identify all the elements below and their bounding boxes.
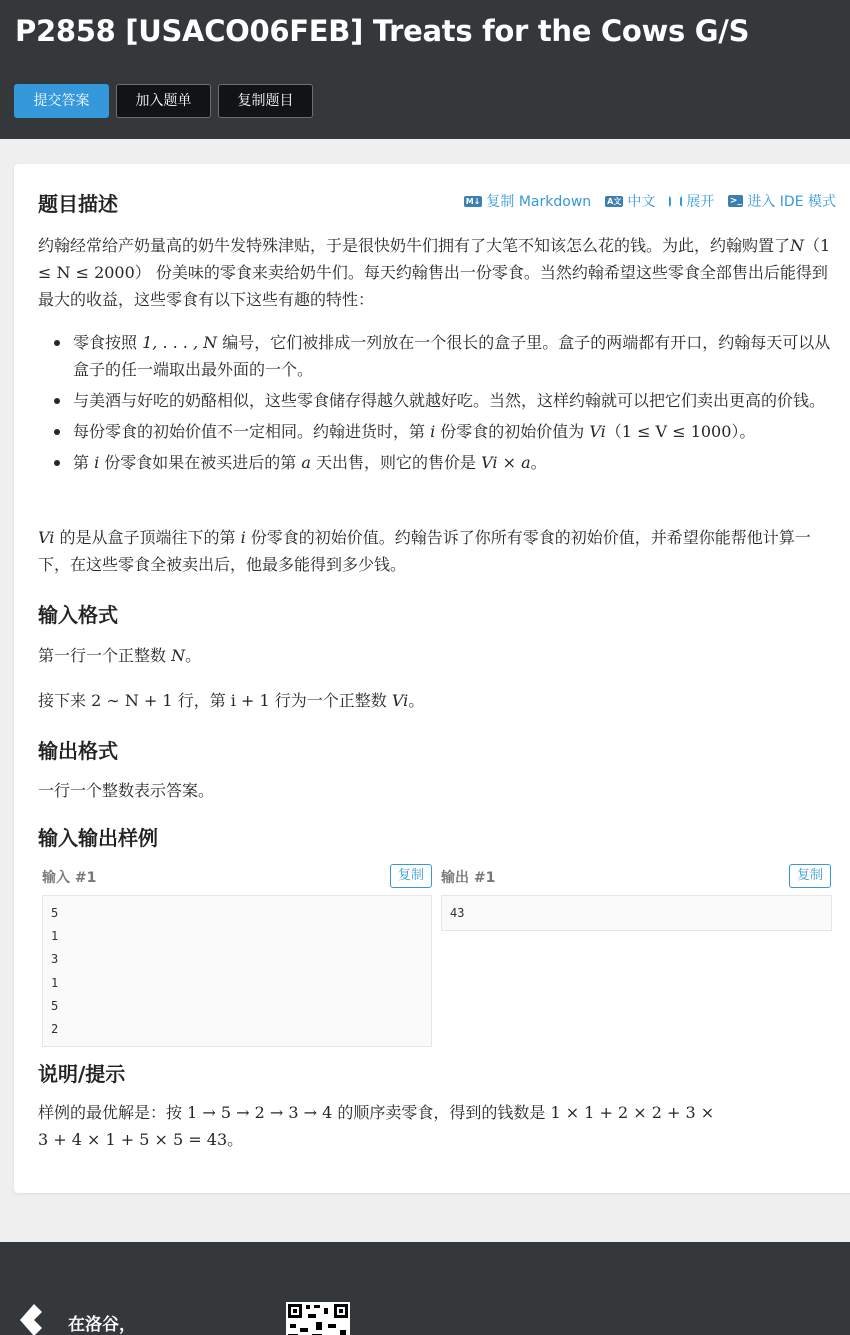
list-item xyxy=(38,449,833,476)
output-format-heading: 输出格式 xyxy=(38,739,118,763)
input-format-line-2 xyxy=(38,687,833,714)
expand-label: 展开 xyxy=(686,194,715,210)
input-format-heading: 输入格式 xyxy=(38,603,118,627)
problem-title: P2858 [USACO06FEB] Treats for the Cows G/S xyxy=(15,14,750,48)
text-span: 接下来 xyxy=(38,691,92,710)
hint-paragraph xyxy=(38,1099,833,1153)
text-span: 每份零食的初始价值不一定相同。约翰进货时，第 xyxy=(73,422,431,441)
copy-input-button[interactable]: 复制 xyxy=(390,864,432,888)
input-format-line-1 xyxy=(38,642,833,669)
description-paragraph-2 xyxy=(38,524,833,578)
terminal-icon: >_ xyxy=(729,196,742,206)
language-link[interactable] xyxy=(605,191,655,211)
copy-markdown-label: 复制 Markdown xyxy=(486,194,592,210)
footer-slogan: 在洛谷， xyxy=(68,1315,136,1335)
math-range: （1 ≤ V ≤ 1000）。 xyxy=(605,422,756,441)
text-span: 。 xyxy=(408,691,425,710)
text-span: 编号，它们被排成一列放在一个很长的盒子里。盒子的两端都有开口，约翰每天可以从盒子的任一端取出最外面的一个。 xyxy=(73,333,831,379)
description-heading: 题目描述 xyxy=(38,192,118,216)
text-span: 。 xyxy=(530,453,547,472)
copy-markdown-link[interactable] xyxy=(464,191,591,211)
math-range: 2 ∼ N + 1 xyxy=(91,691,173,710)
sample-input-line: 2 xyxy=(51,1021,59,1036)
luogu-logo-icon xyxy=(14,1302,54,1335)
description-paragraph-1 xyxy=(38,232,833,313)
text-span: 份美味的零食来卖给奶牛们。每天约翰售出一份零食。当然约翰希望这些零食全部售出后能得到最大的收益，这些零食有以下这些有趣的特性： xyxy=(38,263,828,309)
math-calc: 1 × 1 + 2 × 2 + 3 × xyxy=(550,1103,715,1122)
math-v: Vi xyxy=(391,691,409,710)
text-span: 零食按照 xyxy=(73,333,143,352)
math-i: i + 1 xyxy=(230,691,270,710)
sample-output-line: 43 xyxy=(450,906,465,920)
list-item xyxy=(38,418,833,445)
text-span: 。 xyxy=(227,1130,244,1149)
sample-input-line: 3 xyxy=(51,952,59,967)
features-list xyxy=(38,329,833,480)
text-span: 份零食的初始价值。约翰告诉了你所有零食的初始价值，并希望你能帮他计算一下，在这些零食全被卖出后，他最多能得到多少钱。 xyxy=(38,528,811,574)
text-span: 第一行一个正整数 xyxy=(38,646,172,665)
copy-output-button[interactable]: 复制 xyxy=(789,864,831,888)
text-span: 份零食的初始价值为 xyxy=(435,422,590,441)
sample-input-line: 1 xyxy=(51,975,59,990)
math-a: a xyxy=(301,453,311,472)
expand-link[interactable] xyxy=(669,191,714,211)
text-span: 第 xyxy=(73,453,95,472)
sample-output-box[interactable] xyxy=(441,895,832,931)
text-span: 天出售，则它的售价是 xyxy=(310,453,482,472)
math-range: （1 ≤ N ≤ 2000） xyxy=(38,236,831,282)
sample-input-line: 5 xyxy=(51,998,59,1013)
page-footer xyxy=(0,1242,850,1335)
hint-heading: 说明/提示 xyxy=(38,1062,126,1086)
submit-answer-button[interactable]: 提交答案 xyxy=(14,84,109,118)
text-span: 行为一个正整数 xyxy=(269,691,392,710)
sample-output-label: 输出 #1 xyxy=(441,870,496,886)
add-to-list-button[interactable]: 加入题单 xyxy=(116,84,211,118)
math-i: i xyxy=(430,422,436,441)
sample-input-label: 输入 #1 xyxy=(42,870,97,886)
qr-code-icon xyxy=(286,1302,350,1335)
math-i: i xyxy=(94,453,100,472)
math-calc: 3 + 4 × 1 + 5 × 5 = 43 xyxy=(38,1130,228,1149)
text-span: 行，第 xyxy=(172,691,231,710)
translate-icon: A文 xyxy=(607,196,622,206)
math-expr: Vi × a xyxy=(481,453,531,472)
sample-input-line: 5 xyxy=(51,906,59,920)
math-n: N xyxy=(790,236,805,255)
text-span: 约翰经常给产奶量高的奶牛发特殊津贴，于是很快奶牛们拥有了大笔不知该怎么花的钱。为此，约翰购置了 xyxy=(38,236,791,255)
list-item xyxy=(38,329,833,383)
math-order: 1 → 5 → 2 → 3 → 4 xyxy=(187,1103,333,1122)
math-n: N xyxy=(171,646,186,665)
text-span: 的是从盒子顶端往下的第 xyxy=(54,528,241,547)
math-i: i xyxy=(240,528,246,547)
text-span: 份零食如果在被买进后的第 xyxy=(99,453,302,472)
expand-icon xyxy=(669,196,682,207)
sample-input-line: 1 xyxy=(51,929,59,944)
output-format-line-1: 一行一个整数表示答案。 xyxy=(38,781,215,800)
hint-line-2 xyxy=(38,1126,833,1153)
problem-header xyxy=(0,0,850,139)
text-span: 的顺序卖零食，得到的钱数是 xyxy=(332,1103,551,1122)
markdown-icon: M↓ xyxy=(465,196,481,206)
sample-input-box[interactable] xyxy=(42,895,432,1047)
ide-mode-label: 进入 IDE 模式 xyxy=(747,194,836,210)
math-v: Vi xyxy=(589,422,606,441)
text-span: 样例的最优解是：按 xyxy=(38,1103,188,1122)
samples-heading: 输入输出样例 xyxy=(38,826,158,850)
copy-problem-button[interactable]: 复制题目 xyxy=(218,84,313,118)
problem-toolbar xyxy=(464,191,836,211)
text-span: 。 xyxy=(185,646,202,665)
list-item xyxy=(38,387,833,414)
ide-mode-link[interactable] xyxy=(728,191,836,211)
math-range: 1, . . . , N xyxy=(142,333,218,352)
math-v: Vi xyxy=(38,528,55,547)
language-label: 中文 xyxy=(627,194,656,210)
hint-line-1 xyxy=(38,1099,833,1126)
text-span: 与美酒与好吃的奶酪相似，这些零食储存得越久就越好吃。当然，这样约翰就可以把它们卖出更高的价钱。 xyxy=(73,391,826,410)
